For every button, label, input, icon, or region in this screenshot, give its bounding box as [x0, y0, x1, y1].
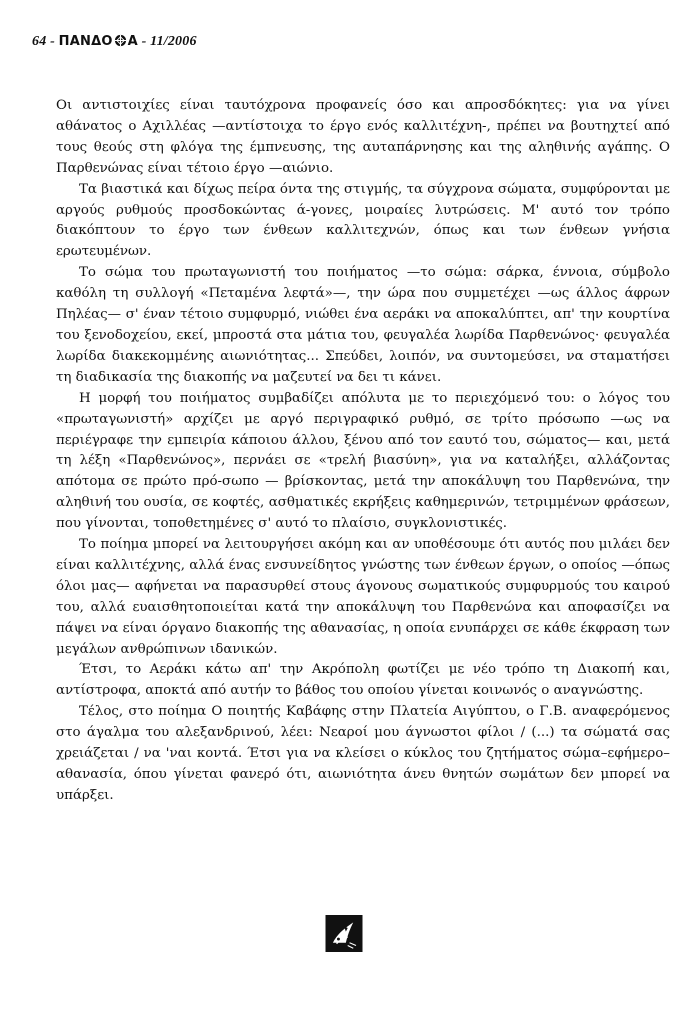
paragraph-1: Οι αντιστοιχίες είναι ταυτόχρονα προφανείς όσο και απροσδόκητες: για να γίνει αθάνατος ο Αχιλλέας —αντίστοιχα το έργο ενός καλλιτέχνη-, πρέπει να βουτηχτεί από τους θεούς στη φλόγα της έμπνευσης, της αυταπάρνησης και της αληθινής αγάπης. Ο Παρθενώνας είναι τέτοιο έργο —αιώνιο. [56, 98, 670, 176]
butterfly-emblem-icon [325, 915, 363, 952]
header-separator: - [137, 34, 151, 49]
article-body [56, 96, 670, 807]
issue-date: 11/2006 [150, 34, 197, 49]
paragraph-6: Έτσι, το Αεράκι κάτω απ' την Ακρόπολη φωτίζει με νέο τρόπο τη Διακοπή και, αντίστροφα, αποκτά από αυτήν το βάθος του οποίου γίνεται κοινωνός ο αναγνώστης. [56, 662, 670, 699]
paragraph-7: Τέλος, στο ποίημα Ο ποιητής Καβάφης στην Πλατεία Αιγύπτου, ο Γ.Β. αναφερόμενος στο άγαλμα του αλεξανδρινού, λέει: Νεαροί μου άγνωστοι φίλοι / (...) τα σώματά σας χρειάζεται / να 'ναι κοντά. Έτσι για να κλείσει ο κύκλος του ζητήματος σώμα–εφήμερο–αθανασία, όπου γίνεται φανερό ότι, αιωνιότητα άνευ θνητών σωμάτων δεν μπορεί να υπάρξει. [56, 704, 670, 803]
paragraph-5: Το ποίημα μπορεί να λειτουργήσει ακόμη και αν υποθέσουμε ότι αυτός που μιλάει δεν είναι καλλιτέχνης, αλλά ένας ενσυνείδητος γνώστης των ένθεων έργων, ο οποίος —όπως όλοι μας— αφήνεται να παρασυρθεί στους άγονους σωματικούς συμφυρμούς του καιρού του, αλλά ευαισθητοποιείται κατά την αποκάλυψη του Παρθενώνα και αποφασίζει να πάψει να είναι όργανο διακοπής της αθανασίας, η οποία ενυπάρχει σε κάθε έκφραση των μεγάλων ανθρώπινων ιδανικών. [56, 537, 670, 657]
paragraph-4: Η μορφή του ποιήματος συμβαδίζει απόλυτα με το περιεχόμενό του: ο λόγος του «πρωταγωνιστή» αρχίζει με αργό περιγραφικό ρυθμό, σε τρίτο πρόσωπο —ως να περιέγραφε την εμπειρία κάποιου άλλου, ξένου από τον εαυτό του, σώματος— και, μετά τη λέξη «Παρθενώνος», περνάει σε «τρελή βιασύνη», για να καταλήξει, αλλάζοντας απότομα σε πρώτο πρό-σωπο — βρίσκοντας, μετά την αποκάλυψη του Παρθενώνα, την αληθινή του ουσία, σε κοφτές, ασθματικές εκρήξεις καθημερινών, τετριμμένων φράσεων, που γίνονται, τοποθετημένες σ' αυτό το πλαίσιο, συγκλονιστικές. [56, 390, 670, 532]
magazine-name: ΠΑΝΔΟ Α [58, 34, 138, 49]
pandora-logo-icon [114, 34, 127, 47]
header-separator: - [46, 34, 59, 49]
page-number: 64 [32, 34, 47, 49]
running-header [32, 34, 197, 50]
paragraph-2: Τα βιαστικά και δίχως πείρα όντα της στιγμής, τα σύγχρονα σώματα, συμφύρονται με αργούς ρυθμούς προσδοκώντας ά-γονες, μοιραίες λυτρώσεις. Μ' αυτό τον τρόπο διακόπτουν το έργο των ένθεων καλλιτεχνών, όπως και των ένθεων γνήσια ερωτευμένων. [56, 181, 670, 260]
paragraph-3: Το σώμα του πρωταγωνιστή του ποιήματος —το σώμα: σάρκα, έννοια, σύμβολο καθόλη τη συλλογή «Πεταμένα λεφτά»—, την ώρα που συμμετέχει —ως άλλος άφρων Πηλέας— σ' έναν τέτοιο συμφυρμό, νιώθει ένα αεράκι να αποκαλύπτει, απ' την κουρτίνα του ξενοδοχείου, εκεί, μπροστά στα μάτια του, φευγαλέα λωρίδα Παρθενώνος· φευγαλέα λωρίδα διακεκομμένης αιωνιότητας... Σπεύδει, λοιπόν, να συντομεύσει, να σταματήσει τη διαδικασία της διακοπής να μαζευτεί να δει τι κάνει. [56, 265, 670, 385]
